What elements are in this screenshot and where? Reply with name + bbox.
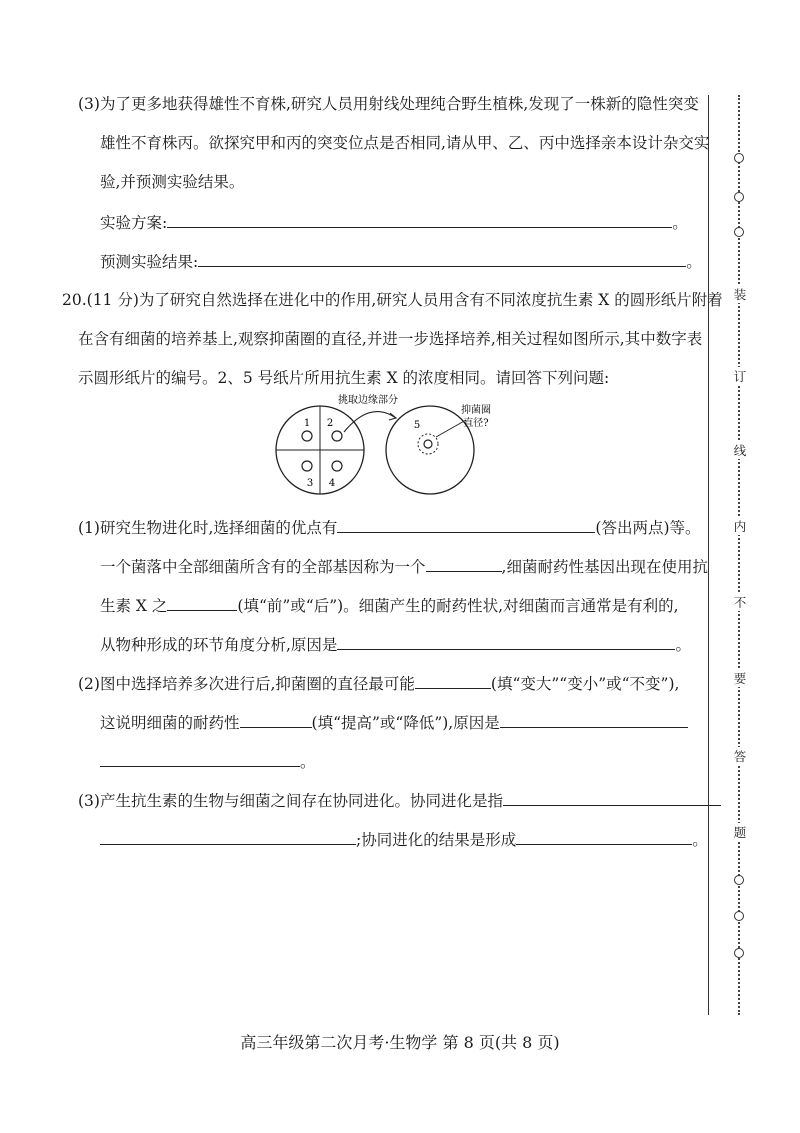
- binding-hole-icon: [734, 948, 744, 958]
- p1-text-f: (填“前”或“后”)。细菌产生的耐药性状,对细菌而言通常是有利的,: [237, 597, 679, 615]
- experiment-scheme: [100, 211, 688, 233]
- binding-char: 要: [730, 669, 750, 687]
- p2-text-d: (填“提高”或“降低”),原因是: [311, 714, 500, 732]
- p2-blank-diameter[interactable]: [415, 672, 491, 689]
- binding-char: 答: [730, 747, 750, 765]
- p3-line-2: [100, 828, 708, 850]
- arrow-label: 挑取边缘部分: [338, 395, 398, 406]
- zone-pointer: [436, 420, 466, 437]
- p2-text-c: 这说明细菌的耐药性: [100, 714, 240, 732]
- p2-blank-resistance[interactable]: [240, 711, 312, 728]
- p1-blank-reason[interactable]: [337, 633, 675, 650]
- period: 。: [672, 214, 688, 232]
- label-3: 3: [306, 478, 314, 489]
- period: 。: [300, 753, 316, 771]
- p2-text-b: (填“变大”“变小”或“不变”),: [490, 675, 680, 693]
- binding-char: 线: [730, 441, 750, 459]
- p1-text-g: 从物种形成的环节角度分析,原因是: [100, 636, 338, 654]
- paper-disc-5: [424, 440, 432, 448]
- binding-char: 装: [730, 285, 750, 303]
- diameter-label: 直径?: [463, 418, 489, 429]
- binding-solid-line: [708, 95, 709, 1015]
- p3-text-b: ;协同进化的结果是形成: [356, 831, 517, 849]
- zone-label: 抑菌圈: [461, 405, 491, 416]
- paper-disc-4: [332, 461, 342, 471]
- binding-hole-icon: [734, 227, 744, 237]
- p1-line-3: [100, 594, 679, 616]
- binding-char: 订: [730, 367, 750, 385]
- p3-blank-definition-a[interactable]: [503, 789, 721, 806]
- q3-line-3: 验,并预测实验结果。: [100, 173, 245, 191]
- paper-disc-1: [302, 431, 312, 441]
- label-2: 2: [326, 418, 334, 429]
- period: 。: [692, 831, 708, 849]
- page-footer: 高三年级第二次月考·生物学 第 8 页(共 8 页): [240, 1033, 560, 1052]
- p1-blank-advantages[interactable]: [337, 516, 595, 533]
- transfer-arrow: [344, 412, 396, 432]
- p1-line-1: [78, 516, 701, 538]
- period: 。: [675, 636, 691, 654]
- dish-right: [386, 406, 474, 494]
- p1-text-a: (1)研究生物进化时,选择细菌的优点有: [78, 519, 338, 537]
- p2-blank-reason-b[interactable]: [100, 750, 300, 767]
- q3-line-2: 雄性不育株丙。欲探究甲和丙的突变位点是否相同,请从甲、乙、丙中选择亲本设计杂交实: [100, 134, 710, 152]
- p1-line-4: [100, 633, 691, 655]
- p2-line-2: [100, 711, 688, 733]
- p1-blank-genepool[interactable]: [426, 555, 502, 572]
- p3-blank-result[interactable]: [516, 828, 692, 845]
- p2-blank-reason-a[interactable]: [500, 711, 688, 728]
- experiment-result: [100, 250, 702, 272]
- label-4: 4: [328, 478, 336, 489]
- q3-line-1: (3)为了更多地获得雄性不育株,研究人员用射线处理纯合野生植株,发现了一株新的隐性突变: [78, 95, 699, 113]
- p3-blank-definition-b[interactable]: [100, 828, 356, 845]
- p3-line-1: [78, 789, 721, 811]
- paper-disc-3: [302, 461, 312, 471]
- inhibition-zone: [418, 434, 438, 454]
- label-1: 1: [303, 418, 311, 429]
- p2-text-a: (2)图中选择培养多次进行后,抑菌圈的直径最可能: [78, 675, 415, 693]
- p1-text-d: ,细菌耐药性基因出现在使用抗: [501, 558, 708, 576]
- binding-hole-icon: [734, 911, 744, 921]
- binding-char: 内: [730, 517, 750, 535]
- period: 。: [686, 253, 702, 271]
- binding-hole-icon: [734, 153, 744, 163]
- p1-line-2: [100, 555, 708, 577]
- binding-char: 不: [730, 593, 750, 611]
- p1-text-b: (答出两点)等。: [595, 519, 701, 537]
- scheme-answer-blank[interactable]: [167, 211, 672, 228]
- p1-blank-before-after[interactable]: [167, 594, 237, 611]
- label-5: 5: [413, 420, 421, 431]
- p1-text-c: 一个菌落中全部细菌所含有的全部基因称为一个: [100, 558, 426, 576]
- p3-text-a: (3)产生抗生素的生物与细菌之间存在协同进化。协同进化是指: [78, 792, 503, 810]
- scheme-label: 实验方案:: [100, 214, 168, 232]
- result-answer-blank[interactable]: [198, 250, 686, 267]
- binding-char: 题: [730, 823, 750, 841]
- p2-line-3: [100, 750, 316, 772]
- binding-hole-icon: [734, 875, 744, 885]
- q20-line-1: 20.(11 分)为了研究自然选择在进化中的作用,研究人员用含有不同浓度抗生素 X 的圆形纸片附着: [62, 291, 723, 309]
- binding-margin: [708, 95, 747, 1015]
- paper-disc-2: [332, 431, 342, 441]
- p2-line-1: [78, 672, 679, 694]
- q20-line-3: 示圆形纸片的编号。2、5 号纸片所用抗生素 X 的浓度相同。请回答下列问题:: [78, 369, 610, 387]
- q20-line-2: 在含有细菌的培养基上,观察抑菌圈的直径,并进一步选择培养,相关过程如图所示,其中数字表: [78, 330, 703, 348]
- binding-hole-icon: [734, 192, 744, 202]
- petri-dish-figure: [270, 392, 530, 502]
- p1-text-e: 生素 X 之: [100, 597, 168, 615]
- result-label: 预测实验结果:: [100, 253, 199, 271]
